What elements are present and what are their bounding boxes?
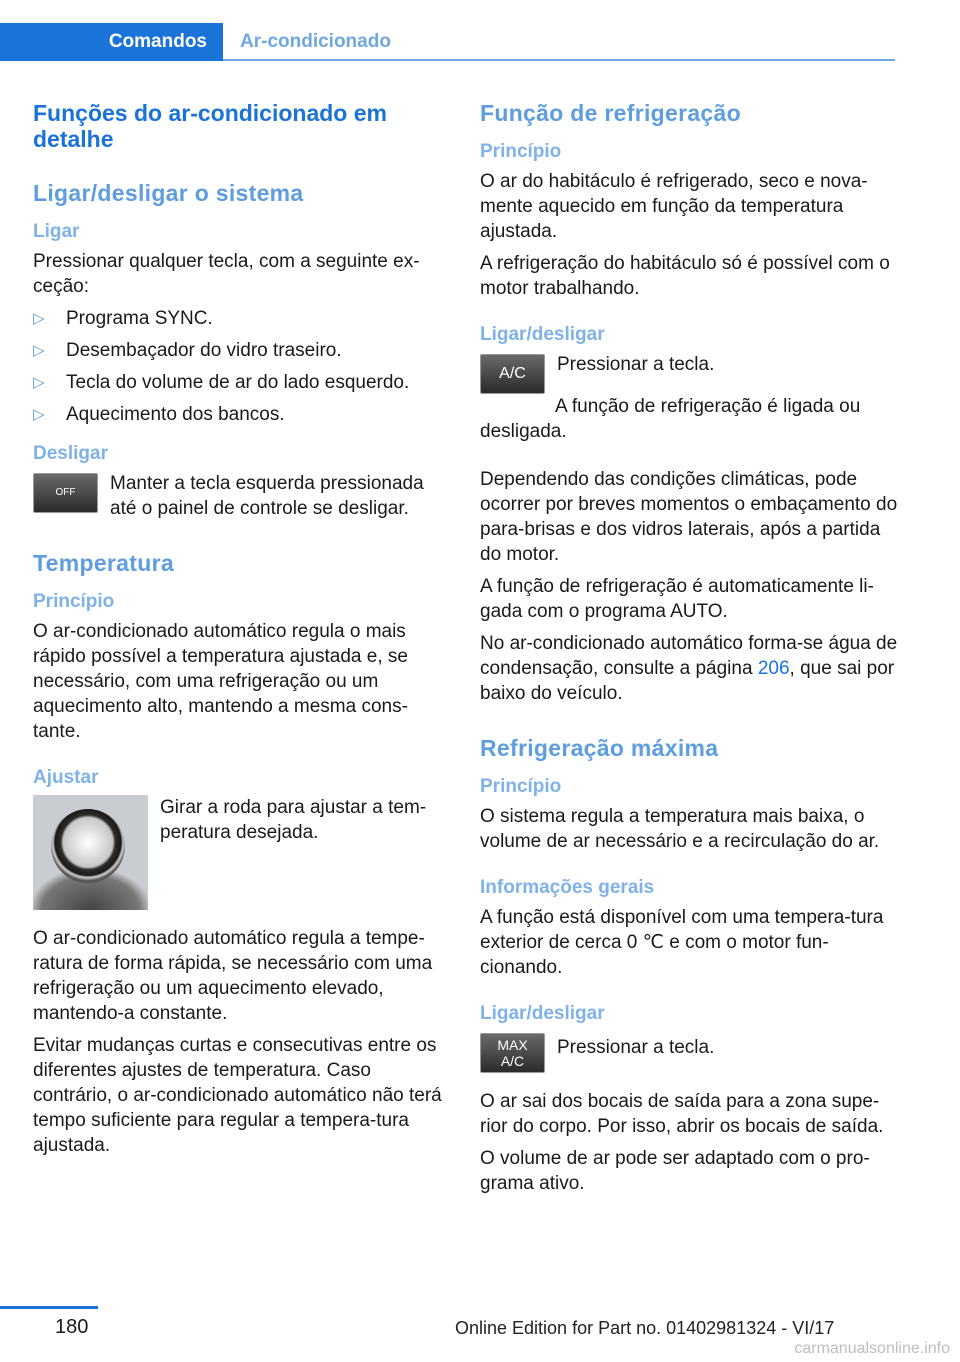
maxac-row [480, 1031, 900, 1073]
heading-refrigeracao: Função de refrigeração [480, 100, 741, 126]
footer-rule [0, 1306, 98, 1309]
paragraph: Girar a roda para ajustar a tem-peratura desejada. [160, 797, 427, 843]
paragraph: Pressionar qualquer tecla, com a seguinte ex-ceção: [33, 251, 420, 297]
subheading-principio: Princípio [480, 141, 562, 162]
ac-button-icon: A/C [480, 354, 545, 394]
paragraph: O ar-condicionado automático regula a tempe-ratura de forma rápida, se necessário com uma refrigeração ou um aquecimento elevado, mantendo-a constante. [33, 928, 433, 1024]
header-tabs [0, 23, 895, 63]
subheading-desligar: Desligar [33, 443, 108, 464]
edition-label: Online Edition for Part no. 01402981324 - VI/17 [455, 1318, 835, 1338]
paragraph: A função de refrigeração é ligada ou desligada. [480, 396, 861, 442]
paragraph: O volume de ar pode ser adaptado com o pro-grama ativo. [480, 1148, 870, 1194]
heading-temperatura: Temperatura [33, 550, 174, 576]
ajustar-row [33, 795, 453, 910]
list-item: ▷ Tecla do volume de ar do lado esquerdo. [33, 372, 410, 393]
paragraph: O ar-condicionado automático regula o mais rápido possível a temperatura ajustada e, se necessário, com uma refrigeração ou um aquecimento alto, mantendo a mesma cons-tante. [33, 621, 408, 742]
watermark: carmanualsonline.info [794, 1340, 950, 1357]
tab-underline [223, 59, 895, 61]
exception-list [33, 306, 453, 427]
paragraph: O ar sai dos bocais de saída para a zona supe-rior do corpo. Por isso, abrir os bocais de saída. [480, 1091, 884, 1137]
paragraph: No ar-condicionado automático forma-se água de condensação, consulte a página 206, que sai por baixo do veículo. [480, 633, 898, 704]
paragraph: Evitar mudanças curtas e consecutivas entre os diferentes ajustes de temperatura. Caso contrário, o ar-condicionado automático não terá tempo suficiente para regular a tempera-tura ajustada. [33, 1035, 442, 1156]
heading-refrigeracao-maxima: Refrigeração máxima [480, 735, 719, 761]
paragraph: Pressionar a tecla. [557, 1037, 715, 1058]
heading-ligar-desligar: Ligar/desligar o sistema [33, 180, 304, 206]
subheading-ligar: Ligar [33, 221, 80, 242]
subheading-ligar-desligar: Ligar/desligar [480, 1003, 605, 1024]
paragraph: A função de refrigeração é automaticamente li-gada com o programa AUTO. [480, 576, 874, 622]
page-number: 180 [55, 1316, 89, 1338]
tab-ar-condicionado[interactable]: Ar-condicionado [240, 31, 391, 52]
ac-row [480, 352, 900, 394]
tab-comandos[interactable]: Comandos [0, 23, 223, 61]
subheading-informacoes: Informações gerais [480, 877, 655, 898]
paragraph: A função está disponível com uma tempera-tura exterior de cerca 0 ℃ e com o motor fun-cionando. [480, 907, 884, 978]
paragraph: Dependendo das condições climáticas, pode ocorrer por breves momentos o embaçamento do para-brisas e dos vidros laterais, após a partida do motor. [480, 469, 898, 565]
section-title: Funções do ar-condicionado em detalhe [33, 100, 387, 152]
triangle-bullet-icon: ▷ [33, 406, 45, 423]
list-item: ▷ Programa SYNC. [33, 308, 213, 329]
paragraph: O sistema regula a temperatura mais baixa, o volume de ar necessário e a recirculação do ar. [480, 806, 880, 852]
triangle-bullet-icon: ▷ [33, 342, 45, 359]
max-ac-button-icon: MAX A/C [480, 1033, 545, 1073]
left-column [33, 100, 453, 1165]
fan-off-button-icon: OFF [33, 473, 98, 513]
list-item: ▷ Aquecimento dos bancos. [33, 404, 285, 425]
subheading-principio: Princípio [480, 776, 562, 797]
paragraph: Pressionar a tecla. [557, 354, 715, 375]
temperature-knob-icon [33, 795, 148, 910]
desligar-row [33, 471, 453, 528]
subheading-ajustar: Ajustar [33, 767, 99, 788]
subheading-ligar-desligar: Ligar/desligar [480, 324, 605, 345]
triangle-bullet-icon: ▷ [33, 310, 45, 327]
paragraph: A refrigeração do habitáculo só é possível com o motor trabalhando. [480, 253, 890, 299]
paragraph: O ar do habitáculo é refrigerado, seco e nova-mente aquecido em função da temperatura ajustada. [480, 171, 868, 242]
subheading-principio: Princípio [33, 591, 115, 612]
paragraph: Manter a tecla esquerda pressionada até o painel de controle se desligar. [110, 473, 424, 519]
triangle-bullet-icon: ▷ [33, 374, 45, 391]
page-link[interactable]: 206 [757, 658, 790, 679]
list-item: ▷ Desembaçador do vidro traseiro. [33, 340, 342, 361]
right-column [480, 100, 900, 1203]
